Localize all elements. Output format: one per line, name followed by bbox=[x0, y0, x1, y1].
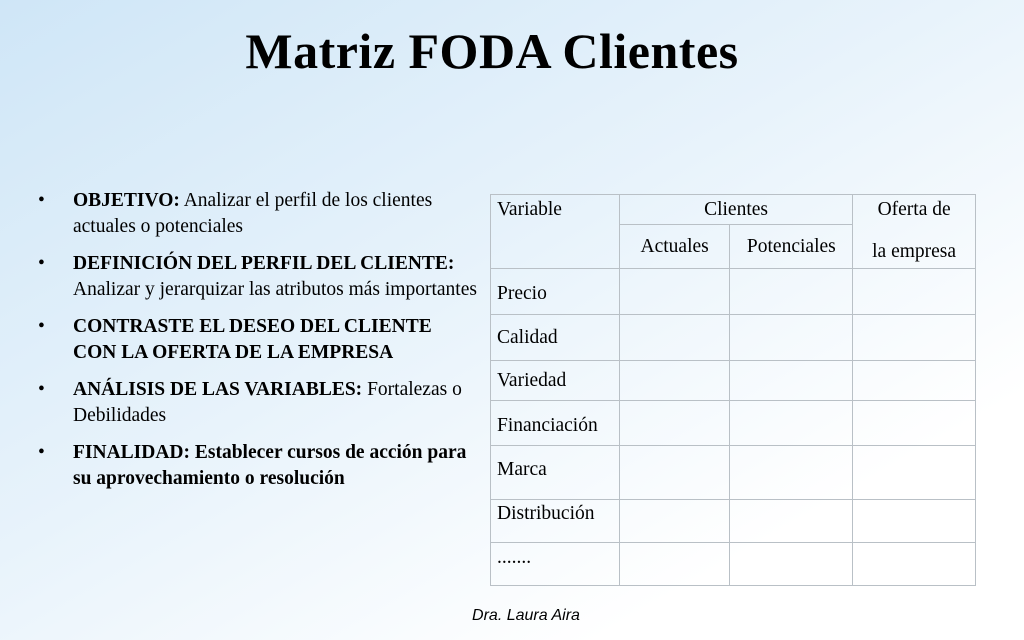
bullet-heading: OBJETIVO: bbox=[73, 190, 180, 211]
bullet-icon: • bbox=[38, 253, 45, 274]
header-variable: Variable bbox=[491, 195, 620, 269]
bullet-heading: ANÁLISIS DE LAS VARIABLES: bbox=[73, 379, 363, 400]
row-label: Financiación bbox=[491, 401, 620, 446]
row-label: Marca bbox=[491, 446, 620, 500]
list-item bbox=[38, 377, 478, 429]
bullet-text: Analizar el perfil de los clientes actuales o potenciales bbox=[73, 190, 433, 237]
bullet-text: Fortalezas o Debilidades bbox=[73, 379, 462, 426]
table-cell bbox=[853, 446, 976, 500]
table-cell bbox=[619, 315, 730, 361]
list-item bbox=[38, 314, 478, 366]
table-row bbox=[491, 543, 976, 586]
table-cell bbox=[730, 361, 853, 401]
header-oferta bbox=[853, 195, 976, 269]
table-row bbox=[491, 401, 976, 446]
table-cell bbox=[853, 500, 976, 543]
table-cell bbox=[853, 269, 976, 315]
bullet-heading: FINALIDAD: Establecer cursos de acción para su aprovechamiento o resolución bbox=[73, 442, 467, 489]
table-cell bbox=[853, 361, 976, 401]
header-actuales: Actuales bbox=[619, 225, 730, 269]
header-oferta-line2: la empresa bbox=[872, 241, 957, 262]
bullet-icon: • bbox=[38, 190, 45, 211]
header-potenciales: Potenciales bbox=[730, 225, 853, 269]
bullet-icon: • bbox=[38, 379, 45, 400]
bullet-heading: CONTRASTE EL DESEO DEL CLIENTE CON LA OFERTA DE LA EMPRESA bbox=[73, 316, 432, 363]
bullet-list bbox=[38, 188, 478, 503]
table-row bbox=[491, 315, 976, 361]
page-title: Matriz FODA Clientes bbox=[245, 23, 739, 79]
list-item bbox=[38, 440, 478, 492]
table-cell bbox=[853, 543, 976, 586]
footer-author: Dra. Laura Aira bbox=[472, 607, 580, 624]
table-row bbox=[491, 500, 976, 543]
header-clientes: Clientes bbox=[619, 195, 852, 225]
bullet-heading: DEFINICIÓN DEL PERFIL DEL CLIENTE: bbox=[73, 253, 455, 274]
table-cell bbox=[619, 269, 730, 315]
table-cell bbox=[853, 401, 976, 446]
bullet-icon: • bbox=[38, 442, 45, 463]
table-cell bbox=[619, 446, 730, 500]
table-cell bbox=[730, 315, 853, 361]
table-cell bbox=[619, 361, 730, 401]
table-cell bbox=[730, 543, 853, 586]
table-cell bbox=[853, 315, 976, 361]
list-item bbox=[38, 188, 478, 240]
header-oferta-line1: Oferta de bbox=[877, 199, 951, 220]
table-row bbox=[491, 361, 976, 401]
bullet-text: Analizar y jerarquizar las atributos más importantes bbox=[73, 279, 477, 300]
row-label: ....... bbox=[491, 543, 620, 586]
table-cell bbox=[730, 500, 853, 543]
table-cell bbox=[619, 500, 730, 543]
table-row bbox=[491, 269, 976, 315]
row-label: Calidad bbox=[491, 315, 620, 361]
row-label: Distribución bbox=[491, 500, 620, 543]
bullet-icon: • bbox=[38, 316, 45, 337]
table-cell bbox=[730, 401, 853, 446]
table-cell bbox=[730, 269, 853, 315]
table-row bbox=[491, 446, 976, 500]
list-item bbox=[38, 251, 478, 303]
row-label: Variedad bbox=[491, 361, 620, 401]
table-cell bbox=[730, 446, 853, 500]
table-cell bbox=[619, 401, 730, 446]
row-label: Precio bbox=[491, 269, 620, 315]
foda-matrix-table bbox=[490, 194, 976, 586]
table-cell bbox=[619, 543, 730, 586]
